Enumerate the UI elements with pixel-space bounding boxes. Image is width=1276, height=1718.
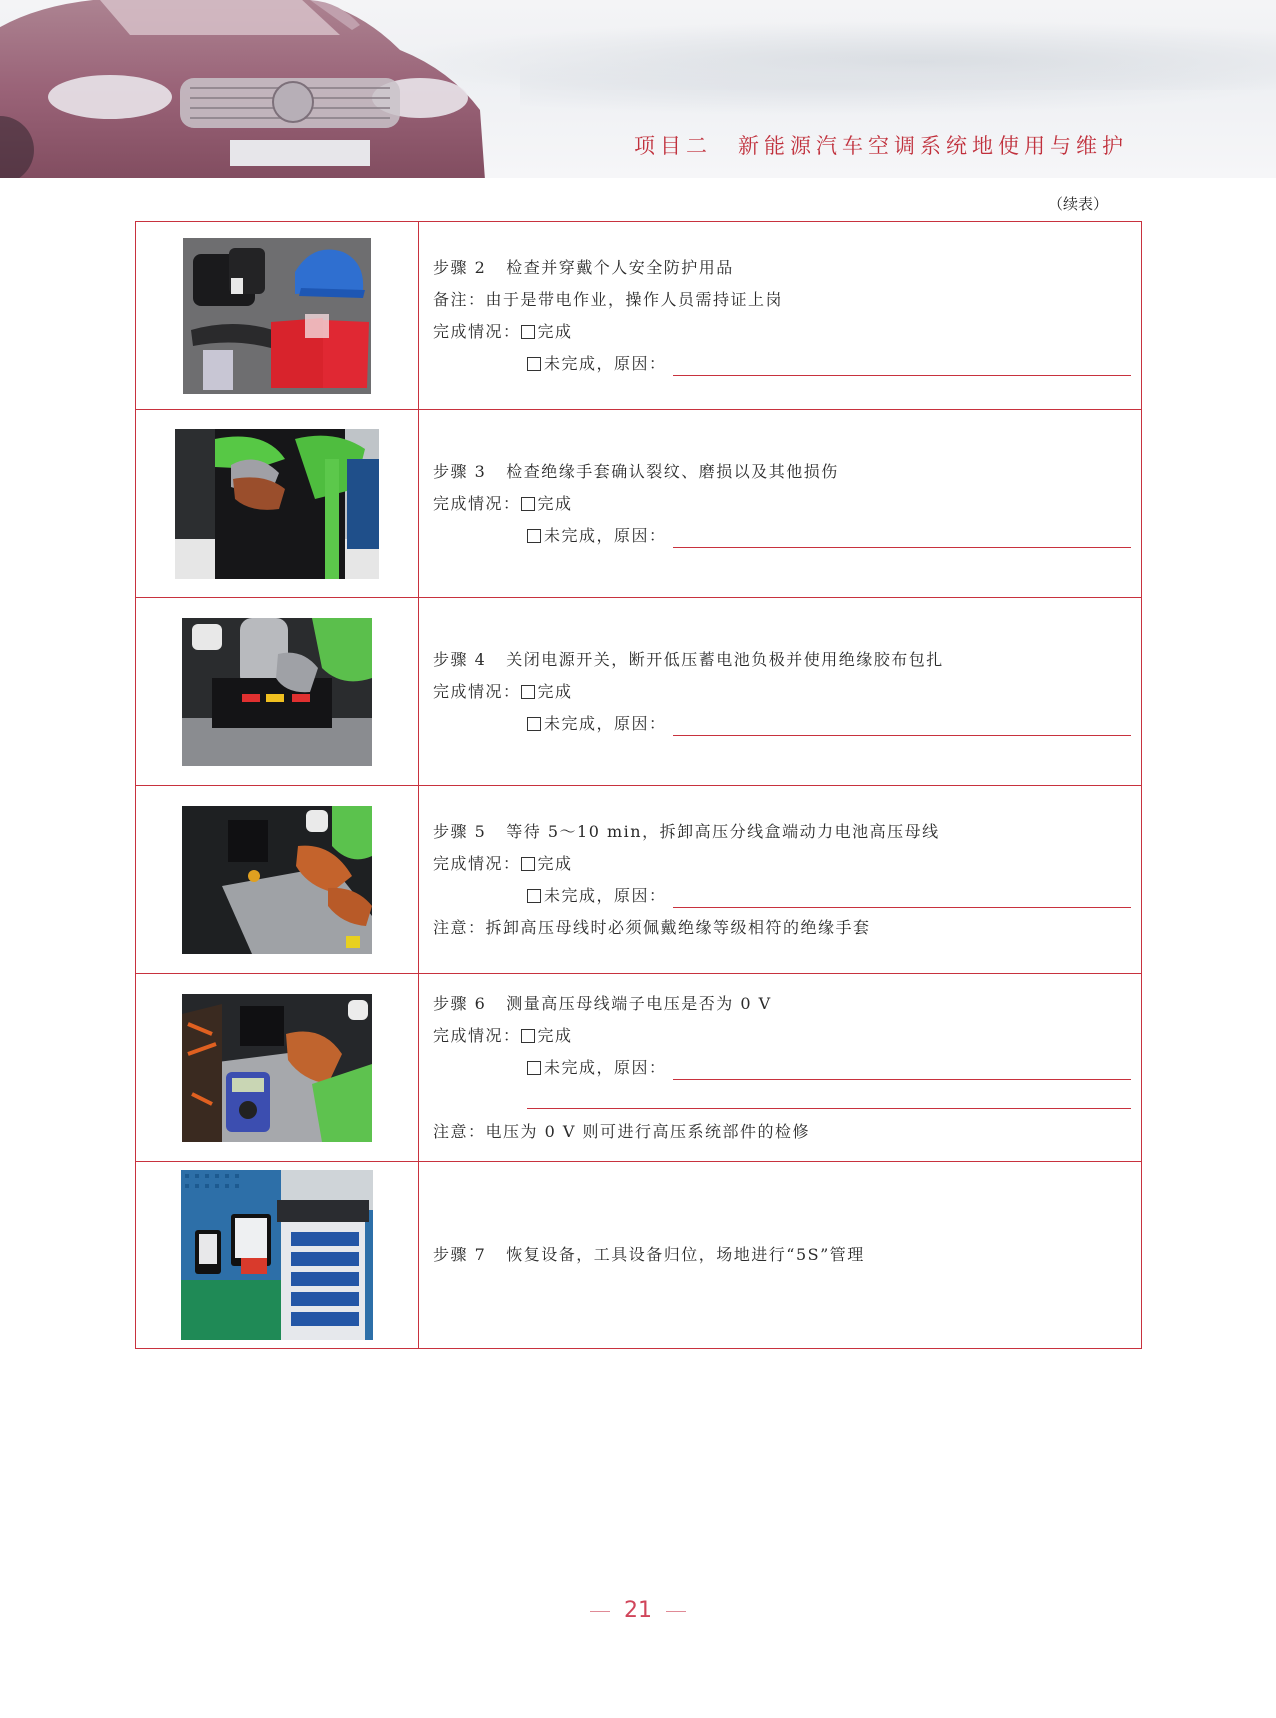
done-label: 完成 bbox=[537, 493, 573, 513]
mountain-mist-lower bbox=[520, 55, 1276, 115]
done-checkbox[interactable] bbox=[521, 857, 535, 871]
done-checkbox[interactable] bbox=[521, 325, 535, 339]
done-label: 完成 bbox=[537, 1025, 573, 1045]
inspect-gloves-photo bbox=[175, 429, 379, 579]
step-number: 步骤 6 bbox=[433, 993, 487, 1013]
done-label: 完成 bbox=[537, 321, 573, 341]
not-done-checkbox[interactable] bbox=[527, 529, 541, 543]
not-done-checkbox[interactable] bbox=[527, 357, 541, 371]
status-label: 完成情况： bbox=[433, 493, 521, 513]
reason-blank-line[interactable] bbox=[673, 1059, 1131, 1080]
step-content bbox=[419, 974, 1141, 1161]
step-note: 备注：由于是带电作业，操作人员需持证上岗 bbox=[433, 289, 784, 309]
step-image-cell bbox=[136, 786, 419, 973]
not-done-checkbox[interactable] bbox=[527, 717, 541, 731]
status-label: 完成情况： bbox=[433, 1025, 521, 1045]
workshop-5s-photo bbox=[181, 1170, 373, 1340]
step-title: 关闭电源开关，断开低压蓄电池负极并使用绝缘胶布包扎 bbox=[506, 649, 944, 669]
chapter-title: 项目二 新能源汽车空调系统地使用与维护 bbox=[634, 134, 1128, 158]
done-label: 完成 bbox=[537, 681, 573, 701]
done-checkbox[interactable] bbox=[521, 685, 535, 699]
not-done-label: 未完成，原因： bbox=[544, 353, 667, 373]
step-note: 注意：电压为 0 V 则可进行高压系统部件的检修 bbox=[433, 1121, 810, 1141]
table-row bbox=[136, 222, 1141, 410]
step-title: 等待 5～10 min，拆卸高压分线盒端动力电池高压母线 bbox=[506, 821, 940, 841]
step-content bbox=[419, 1162, 1141, 1348]
table-row bbox=[136, 786, 1141, 974]
step-image-cell bbox=[136, 222, 419, 409]
table-row bbox=[136, 598, 1141, 786]
footer-dash-left bbox=[590, 1611, 610, 1612]
reason-blank-line[interactable] bbox=[673, 887, 1131, 908]
not-done-checkbox[interactable] bbox=[527, 1061, 541, 1075]
step-image-cell bbox=[136, 974, 419, 1161]
page-footer bbox=[0, 1598, 1276, 1623]
status-label: 完成情况： bbox=[433, 681, 521, 701]
table-row bbox=[136, 1162, 1141, 1348]
step-title: 恢复设备，工具设备归位，场地进行“5S”管理 bbox=[506, 1245, 865, 1264]
done-checkbox[interactable] bbox=[521, 1029, 535, 1043]
step-content bbox=[419, 222, 1141, 409]
status-label: 完成情况： bbox=[433, 321, 521, 341]
not-done-label: 未完成，原因： bbox=[544, 885, 667, 905]
remove-busbar-photo bbox=[182, 806, 372, 954]
not-done-checkbox[interactable] bbox=[527, 889, 541, 903]
header-banner bbox=[0, 0, 1276, 178]
step-image-cell bbox=[136, 410, 419, 597]
reason-blank-line[interactable] bbox=[673, 715, 1131, 736]
not-done-label: 未完成，原因： bbox=[544, 713, 667, 733]
step-title: 测量高压母线端子电压是否为 0 V bbox=[506, 993, 772, 1013]
page-number: 21 bbox=[624, 1598, 652, 1623]
reason-blank-line[interactable] bbox=[673, 355, 1131, 376]
not-done-label: 未完成，原因： bbox=[544, 525, 667, 545]
step-number: 步骤 5 bbox=[433, 821, 487, 841]
step-number: 步骤 3 bbox=[433, 461, 487, 481]
step-image-cell bbox=[136, 1162, 419, 1348]
done-checkbox[interactable] bbox=[521, 497, 535, 511]
not-done-label: 未完成，原因： bbox=[544, 1057, 667, 1077]
battery-disconnect-photo bbox=[182, 618, 372, 766]
step-content bbox=[419, 410, 1141, 597]
step-number: 步骤 4 bbox=[433, 649, 487, 669]
car-illustration bbox=[0, 0, 500, 178]
safety-gear-photo bbox=[183, 238, 371, 394]
done-label: 完成 bbox=[537, 853, 573, 873]
continued-label: （续表） bbox=[1047, 195, 1108, 213]
step-content bbox=[419, 598, 1141, 785]
step-number: 步骤 7 bbox=[433, 1245, 487, 1264]
table-row bbox=[136, 974, 1141, 1162]
footer-dash-right bbox=[666, 1611, 686, 1612]
reason-blank-line-2[interactable] bbox=[527, 1090, 1131, 1109]
step-title: 检查并穿戴个人安全防护用品 bbox=[506, 257, 734, 277]
table-row bbox=[136, 410, 1141, 598]
step-content bbox=[419, 786, 1141, 973]
step-title: 检查绝缘手套确认裂纹、磨损以及其他损伤 bbox=[506, 461, 839, 481]
reason-blank-line[interactable] bbox=[673, 527, 1131, 548]
measure-voltage-photo bbox=[182, 994, 372, 1142]
step-note: 注意：拆卸高压母线时必须佩戴绝缘等级相符的绝缘手套 bbox=[433, 917, 871, 937]
steps-table bbox=[135, 221, 1142, 1349]
status-label: 完成情况： bbox=[433, 853, 521, 873]
step-number: 步骤 2 bbox=[433, 257, 487, 277]
step-image-cell bbox=[136, 598, 419, 785]
